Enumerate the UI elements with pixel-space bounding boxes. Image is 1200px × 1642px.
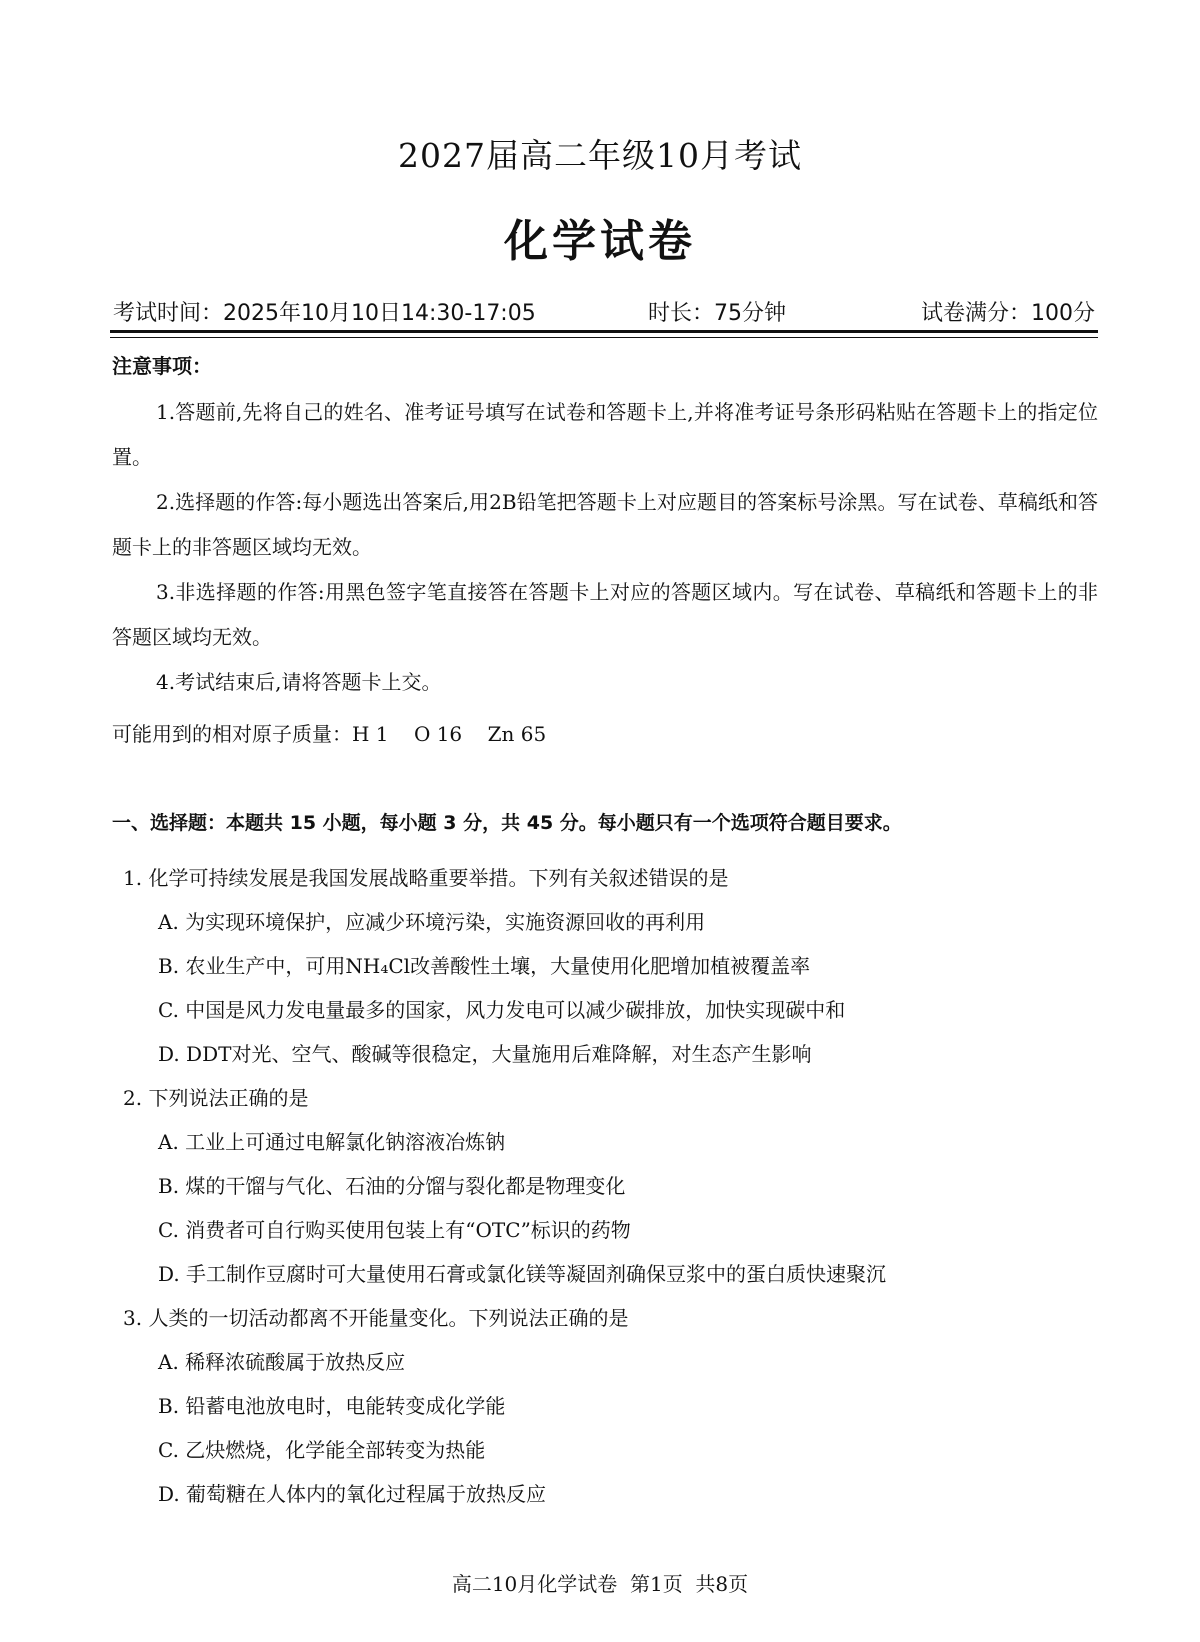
notice-heading: 注意事项： <box>112 354 212 378</box>
notice-item: 2.选择题的作答:每小题选出答案后,用2B铅笔把答题卡上对应题目的答案标号涂黑。写在试卷、草稿纸和答题卡上的非答题区域均无效。 <box>112 490 1098 559</box>
option-a: A. 工业上可通过电解氯化钠溶液冶炼钠 <box>158 1130 506 1154</box>
notice-list <box>112 390 1098 705</box>
option-d: D. 手工制作豆腐时可大量使用石膏或氯化镁等凝固剂确保豆浆中的蛋白质快速聚沉 <box>158 1262 887 1286</box>
question-1 <box>123 856 1103 1076</box>
notice-item: 3.非选择题的作答:用黑色签字笔直接答在答题卡上对应的答题区域内。写在试卷、草稿纸和答题卡上的非答题区域均无效。 <box>112 580 1098 649</box>
exam-title: 2027届高二年级10月考试 <box>398 136 802 175</box>
question-list <box>123 856 1103 1516</box>
option-d: D. 葡萄糖在人体内的氧化过程属于放热反应 <box>158 1482 547 1506</box>
option-d: D. DDT对光、空气、酸碱等很稳定，大量施用后难降解，对生态产生影响 <box>158 1042 812 1066</box>
option-a: A. 稀释浓硫酸属于放热反应 <box>158 1350 406 1374</box>
question-3 <box>123 1296 1103 1516</box>
exam-duration: 时长：75分钟 <box>648 301 786 326</box>
exam-full-score: 试卷满分：100分 <box>921 301 1095 326</box>
notice-item: 1.答题前,先将自己的姓名、准考证号填写在试卷和答题卡上,并将准考证号条形码粘贴在答题卡上的指定位置。 <box>112 400 1098 469</box>
option-a: A. 为实现环境保护，应减少环境污染，实施资源回收的再利用 <box>158 910 706 934</box>
option-b: B. 农业生产中，可用NH₄Cl改善酸性土壤，大量使用化肥增加植被覆盖率 <box>158 954 811 978</box>
option-b: B. 铅蓄电池放电时，电能转变成化学能 <box>158 1394 506 1418</box>
atomic-mass-reference: 可能用到的相对原子质量：H 1 O 16 Zn 65 <box>112 722 547 746</box>
option-b: B. 煤的干馏与气化、石油的分馏与裂化都是物理变化 <box>158 1174 626 1198</box>
option-c: C. 乙炔燃烧，化学能全部转变为热能 <box>158 1438 486 1462</box>
question-2 <box>123 1076 1103 1296</box>
exam-time: 考试时间：2025年10月10日14:30-17:05 <box>113 301 536 326</box>
question-stem: 3. 人类的一切活动都离不开能量变化。下列说法正确的是 <box>123 1306 629 1330</box>
notice-item: 4.考试结束后,请将答题卡上交。 <box>156 670 442 694</box>
question-stem: 1. 化学可持续发展是我国发展战略重要举措。下列有关叙述错误的是 <box>123 866 729 890</box>
option-c: C. 中国是风力发电量最多的国家，风力发电可以减少碳排放，加快实现碳中和 <box>158 998 846 1022</box>
subject-title: 化学试卷 <box>504 216 696 267</box>
question-stem: 2. 下列说法正确的是 <box>123 1086 309 1110</box>
header-divider-thick <box>110 330 1098 333</box>
section-heading: 一、选择题：本题共 15 小题，每小题 3 分，共 45 分。每小题只有一个选项符合题目要求。 <box>112 812 902 834</box>
header-divider-thin <box>110 337 1098 338</box>
page-footer: 高二10月化学试卷 第1页 共8页 <box>451 1572 749 1596</box>
option-c: C. 消费者可自行购买使用包装上有“OTC”标识的药物 <box>158 1218 631 1242</box>
